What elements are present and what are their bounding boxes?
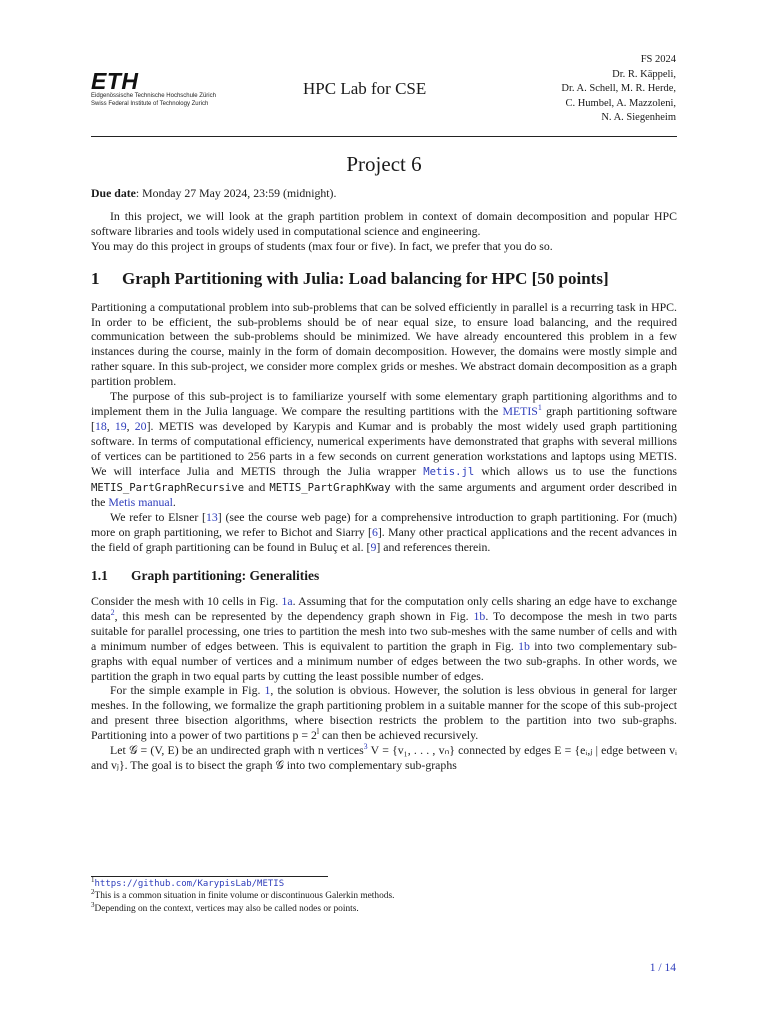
eth-logo (91, 70, 251, 108)
figure-ref-1[interactable]: 1 (264, 683, 271, 698)
code-recursive: METIS_PartGraphRecursive (91, 481, 245, 494)
citation-18[interactable]: 18 (94, 418, 107, 433)
eth-logo-line2: Swiss Federal Institute of Technology Zurich (91, 101, 209, 107)
metis-link[interactable]: METIS (502, 403, 538, 418)
page-number: 1 / 14 (649, 962, 676, 974)
citation-6[interactable]: 6 (371, 525, 378, 540)
meta-author-2: Dr. A. Schell, M. R. Herde, (561, 83, 676, 95)
footnote-ref-3[interactable]: 3 (363, 742, 368, 752)
metis-github-link[interactable]: https://github.com/KarypisLab/METIS (94, 879, 285, 889)
footnote-2: $^2$This is a common situation in finite volume or discontinuous Galerkin methods. (91, 888, 395, 902)
figure-ref-1b[interactable]: 1b (473, 608, 486, 623)
footnote-1: $^1$https://github.com/KarypisLab/METIS (91, 875, 285, 889)
section-heading-1: 1 Graph Partitioning with Julia: Load balancing for HPC [50 points] (91, 268, 609, 288)
citation-13[interactable]: 13 (205, 510, 218, 525)
eth-logo-line1: Eidgenössische Technische Hochschule Zürich (91, 93, 216, 99)
header-rule (91, 136, 677, 137)
footnote-ref-1[interactable]: 1 (537, 403, 542, 413)
paragraph-6: Let 𝒢 = (V, E) be an undirected graph with n vertices$^3$ V = {v₁, . . . , vₙ} connected by edges E = {eᵢ,ⱼ | edge between vᵢ and vⱼ}. The goal is to bisect the graph 𝒢 into two complementary sub-graphs (91, 742, 677, 772)
footnote-ref-2[interactable]: 2 (110, 608, 115, 618)
metis-jl-link[interactable]: Metis.jl (423, 465, 475, 478)
footnotes (91, 875, 677, 915)
metis-manual-link[interactable]: Metis manual (108, 495, 173, 510)
citation-19[interactable]: 19 (114, 418, 127, 433)
header-meta (561, 53, 676, 126)
paragraph-5: For the simple example in Fig. 1, the solution is obvious. However, the solution is less obvious in general for larger meshes. In the following, we formalize the graph partitioning problem in a suitable manner for the scope of this sub-project and present three bisection algorithms, where bisection restricts the problem to the partition into two sub-graphs. Partitioning into a power of two partitions $p = 2^l$ can then be achieved recursively. (91, 683, 677, 743)
footnote-rule (91, 876, 328, 877)
subsection-heading-1-1: 1.1 Graph partitioning: Generalities (91, 568, 320, 584)
figure-ref-1b-second[interactable]: 1b (518, 638, 530, 653)
meta-author-1: Dr. R. Käppeli, (612, 68, 676, 80)
meta-author-4: N. A. Siegenheim (601, 112, 676, 124)
lab-title: HPC Lab for CSE (303, 79, 427, 98)
page-title: Project 6 (346, 152, 422, 176)
citation-9[interactable]: 9 (370, 540, 377, 555)
meta-semester: FS 2024 (640, 54, 676, 65)
intro-groups: You may do this project in groups of students (max four or five). In fact, we prefer that you do so. (91, 238, 553, 253)
due-date-label: Due date (91, 186, 136, 200)
figure-ref-1a[interactable]: 1a (281, 594, 293, 609)
code-kway: METIS_PartGraphKway (269, 481, 391, 494)
document-body (91, 186, 677, 773)
paragraph-2: The purpose of this sub-project is to familiarize yourself with some elementary graph partitioning algorithms and to implement them in the Julia language. We compare the resulting partitions with the METIS$^1$ graph partitioning software [18, 19, 20]. METIS was developed by Karypis and Kumar and is probably the most widely used graph partitioning software. In terms of computational efficiency, numerical experiments have demonstrated that graphs with several millions of vertices can be partitioned to 256 parts in a few seconds on current generation workstations and laptops using METIS. We will interface Julia and METIS through the Julia wrapper Metis.jl which allows us to use the functions METIS_PartGraphRecursive and METIS_PartGraphKway with the same arguments and argument order described in the Metis manual. (91, 389, 678, 510)
intro-paragraph: In this project, we will look at the graph partition problem in context of domain decomposition and popular HPC software libraries and tools widely used in computational science and engineering. (91, 208, 677, 238)
paragraph-1: Partitioning a computational problem into sub-problems that can be solved efficiently in parallel is a recurring task in HPC. In order to be efficient, the sub-problems should be of near equal size, to ensure load balancing, and the required communication between the sub-problems should be minimized. We have already encountered this problem in a few instances during the course, mainly in the form of domain decomposition. However, the domains were mostly simple and rather square. In this sub-project, we consider more complex grids or meshes. We abstract domain decomposition as a graph partition problem. (91, 299, 677, 389)
paragraph-3: We refer to Elsner [13] (see the course web page) for a comprehensive introduction to graph partitioning. For (much) more on graph partitioning, we refer to Bichot and Siarry [6]. Many other practical applications and the recent advances in the field of graph partitioning can be found in Buluç et al. [9] and references therein. (91, 510, 677, 555)
eth-logo-mark: ETH (91, 68, 139, 94)
due-date: Due date: Monday 27 May 2024, 23:59 (midnight). (91, 186, 337, 200)
meta-author-3: C. Humbel, A. Mazzoleni, (565, 97, 676, 109)
footnote-3: $^3$Depending on the context, vertices may also be called nodes or points. (91, 900, 359, 914)
citation-20[interactable]: 20 (134, 418, 147, 433)
paragraph-4: Consider the mesh with 10 cells in Fig. 1a. Assuming that for the computation only cells sharing an edge have to exchange data$^2$, this mesh can be represented by the dependency graph shown in Fig. 1b. To decompose the mesh in two parts suitable for parallel processing, one tries to partition the mesh into two sub-meshes with the same number of cells and with a minimum number of edges between. This is equivalent to partition the graph in Fig. 1b into two complementary sub-graphs with equal number of vertices and a minimum number of edges between the two sub-graphs. In other words, we partition the graph in two equal parts by cutting the least possible number of edges. (91, 594, 677, 683)
